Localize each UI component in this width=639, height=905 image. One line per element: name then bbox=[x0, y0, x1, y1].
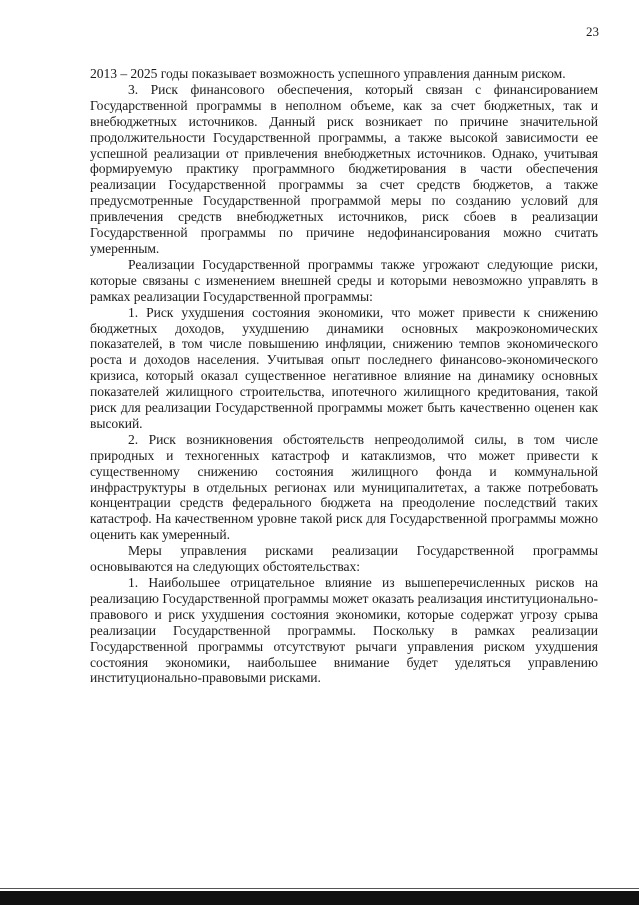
paragraph-institutional-risk: 1. Наибольшее отрицательное влияние из вышеперечисленных рисков на реализацию Государственной программы может оказать реализация институционально-правового и риск ухудшения состояния экономики, которые содержат угрозу срыва реализации Государственной программы. Поскольку в рамках реализации Государственной программы отсутствуют рычаги управления риском ухудшения состояния экономики, наибольшее внимание будет уделяться управлению институционально-правовыми рисками. bbox=[90, 575, 598, 686]
paragraph-risk-management-continuation: 2013 – 2025 годы показывает возможность успешного управления данным риском. bbox=[90, 66, 566, 81]
paragraph-external-risks-intro: Реализации Государственной программы также угрожают следующие риски, которые связаны с изменением внешней среды и которыми невозможно управлять в рамках реализации Государственной программы: bbox=[90, 256, 598, 304]
paragraph-economic-risk: 1. Риск ухудшения состояния экономики, что может привести к снижению бюджетных доходов, ухудшению динамики основных макроэкономических показателей, в том числе повышению инфляции, снижению темпов экономического роста и доходов населения. Учитывая опыт последнего финансово-экономического кризиса, который оказал существенное негативное влияние на динамику основных показателей жилищного строительства, ипотечного жилищного кредитования, такой риск для реализации Государственной программы может быть качественно оценен как высокий. bbox=[90, 304, 598, 431]
paragraph-force-majeure-risk: 2. Риск возникновения обстоятельств непреодолимой силы, в том числе природных и техногенных катастроф и катаклизмов, что может привести к существенному снижению состояния жилищного фонда и коммунальной инфраструктуры в отдельных регионах или муниципалитетах, а также потребовать концентрации средств федерального бюджета на преодоление последствий таких катастроф. На качественном уровне такой риск для Государственной программы можно оценить как умеренный. bbox=[90, 431, 598, 543]
paragraph-risk-measures-intro: Меры управления рисками реализации Государственной программы основываются на следующих обстоятельствах: bbox=[90, 543, 598, 575]
page-number: 23 bbox=[586, 24, 599, 39]
scan-bottom-border bbox=[0, 891, 639, 905]
paragraph-financial-risk: 3. Риск финансового обеспечения, который связан с финансированием Государственной программы в неполном объеме, как за счет бюджетных, так и внебюджетных источников. Данный риск возникает по причине значительной продолжительности Государственной программы, а также высокой зависимости ее успешной реализации от привлечения внебюджетных источников. Однако, учитывая формируемую практику программного бюджетирования в части обеспечения реализации Государственной программы за счет средств бюджетов, а также предусмотренные Государственной программой меры по созданию условий для привлечения средств внебюджетных источников, риск сбоев в реализации Государственной программы по причине недофинансирования можно считать умеренным. bbox=[90, 81, 598, 256]
document-body bbox=[90, 66, 598, 686]
